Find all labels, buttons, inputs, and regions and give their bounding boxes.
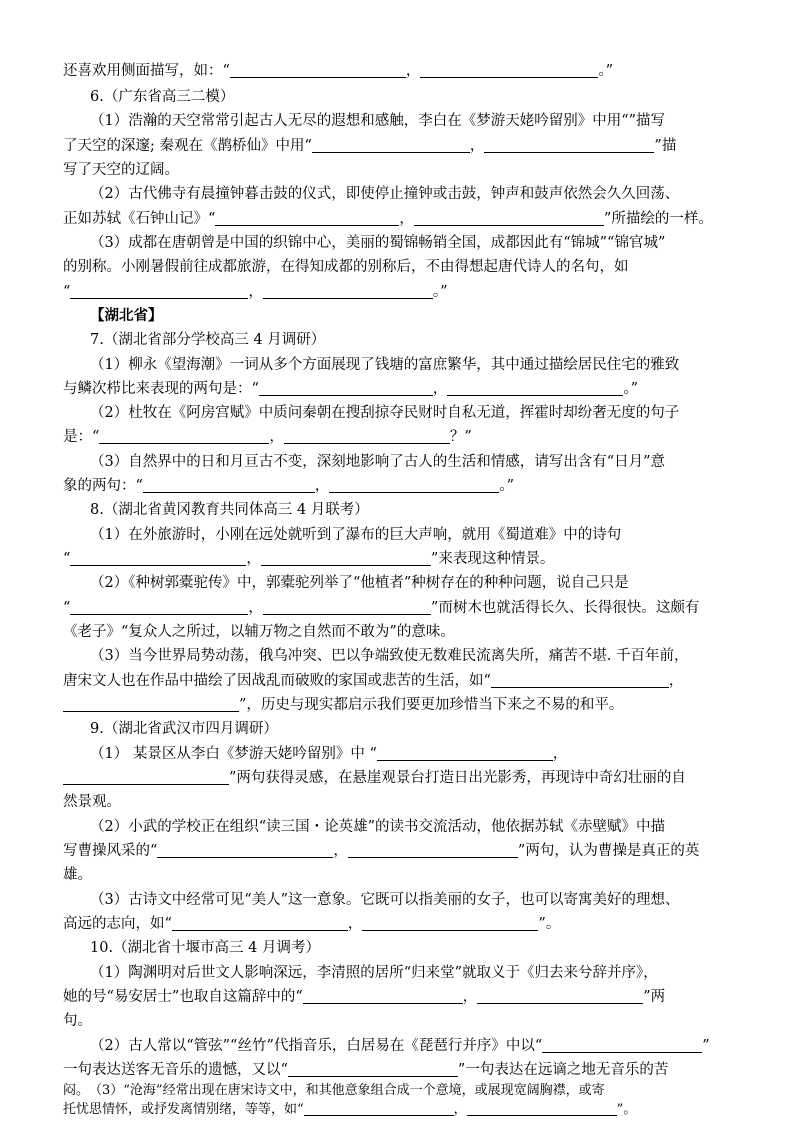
text-line: 的别称。小刚暑假前往成都旅游，在得知成都的别称后，不由得想起唐代诗人的名句，如 [63,259,629,275]
text-line: （2）古代佛寺有晨撞钟暮击鼓的仪式，即使停止撞钟或击鼓，钟声和鼓声依然会久久回荡、 [90,186,680,202]
text-line: 正如苏轼《石钟山记》“ ， ”所描绘的一样。 [63,206,713,232]
text-line: “ ， 。” [63,279,448,305]
answer-blank[interactable] [230,59,406,78]
answer-blank[interactable] [263,280,433,299]
text-line: （2）《种树郭橐驼传》中，郭橐驼列举了“他植者”种树存在的种种问题，说自己只是 [90,575,629,591]
text-line: （1） 某景区从李白《梦游天姥吟留别》中 “ ， [90,741,567,767]
question-heading: 7.（湖北省部分学校高三 4 月调研） [90,332,326,348]
answer-blank[interactable] [312,134,470,153]
text-line: 然景观。 [63,794,121,810]
answer-blank[interactable] [491,669,669,688]
text-line-part: ”。 [616,1102,637,1117]
text-line-part: 托忧思情怀，或抒发离情别绪，等等，如“ [63,1102,304,1117]
text-line [63,1100,636,1120]
text-line: 一句表达送客无音乐的遗憾，又以“ ”一句表达在远谪之地无音乐的苦 [63,1057,668,1083]
text-line: （1）在外旅游时，小刚在远处就听到了瀑布的巨大声响，就用《蜀道难》中的诗句 [90,527,622,543]
text-line: （2）小武的学校正在组织“读三国・论英雄”的读书交流活动，他依据苏轼《赤壁赋》中描 [90,819,666,835]
answer-blank[interactable] [467,1101,617,1116]
question-heading: 6.（广东省高三二模） [90,89,235,105]
answer-blank[interactable] [477,985,643,1004]
text-line: （2）杜牧在《阿房宫赋》中质问秦朝在搜刮掠夺民财时自私无道，挥霍时却纷奢无度的句子 [90,405,680,421]
question-heading: 10.（湖北省十堰市高三 4 月调考） [90,940,321,956]
text-line: （3）当今世界局势动荡，俄乌冲突、巴以争端致使无数难民流离失所，痛苦不堪. 千百年前， [90,648,689,664]
answer-blank[interactable] [70,547,246,566]
text-line: （1）陶渊明对后世文人影响深远，李清照的居所“归来堂”就取义于《归去来兮辞并序》， [90,965,658,981]
answer-blank[interactable] [63,693,239,712]
text-line: （1）柳永《望海潮》一词从多个方面展现了钱塘的富庶繁华，其中通过描绘居民住宅的雅致 [90,357,680,373]
text-line: 高远的志向，如“ ， ”。 [63,911,560,937]
text-line: （3）自然界中的日和月亘古不变，深刻地影响了古人的生活和情感，请写出含有“日月”意 [90,454,666,470]
text-line: 雄。 [63,867,92,883]
text-line: 了天空的深邃; 秦观在《鹊桥仙》中用“ ， ”描 [63,133,676,159]
text-line: 句。 [63,1013,92,1029]
answer-blank[interactable] [143,474,315,493]
text-line [63,1081,605,1101]
answer-blank[interactable] [304,1101,454,1116]
question-heading: 9.（湖北省武汉市四月调研） [90,721,278,737]
text-line: “ ， ”来表现这种情景。 [63,546,554,572]
text-line: ”，历史与现实都启示我们要更加珍惜当下来之不易的和平。 [63,692,623,718]
answer-blank[interactable] [414,207,604,226]
answer-blank[interactable] [259,377,433,396]
answer-blank[interactable] [447,377,623,396]
text-line: 《老子》“复众人之所过，以辅万物之自然而不敢为”的意味。 [63,624,455,640]
answer-blank[interactable] [284,425,450,444]
text-line: ”两句获得灵感，在悬崖观景台打造日出光影秀，再现诗中奇幻壮丽的自 [63,765,686,791]
answer-blank[interactable] [362,912,538,931]
text-line: 写曹操风采的“ ， ”两句，认为曹操是真正的英 [63,838,699,864]
question-heading: 8.（湖北省黄冈教育共同体高三 4 月联考） [90,502,369,518]
text-line: （3）成都在唐朝曾是中国的织锦中心，美丽的蜀锦畅销全国，成都因此有“锦城”“锦官城” [90,235,666,251]
text-line: 写了天空的辽阔。 [63,162,179,178]
answer-blank[interactable] [99,425,269,444]
text-line: （3）古诗文中经常可见“美人”这一意象。它既可以指美丽的女子，也可以寄寓美好的理想、 [90,892,680,908]
section-heading: 【湖北省】 [90,308,163,324]
answer-blank[interactable] [420,59,598,78]
text-line: （1）浩瀚的天空常常引起古人无尽的遐想和感触，李白在《梦游天姥吟留别》中用“”描写 [90,113,666,129]
answer-blank[interactable] [63,766,229,785]
answer-blank[interactable] [215,207,399,226]
text-line: （2）古人常以“管弦”“丝竹”代指音乐，白居易在《琵琶行并序》中以“ ” [90,1033,710,1059]
text-line: 与鳞次栉比来表现的两句是：“ ， 。” [63,376,638,402]
answer-blank[interactable] [303,985,463,1004]
answer-blank[interactable] [288,1058,458,1077]
text-line: 唐宋文人也在作品中描绘了因战乱而破败的家国或悲苦的生活，如“ ， [63,668,683,694]
answer-blank[interactable] [157,839,333,858]
answer-blank[interactable] [377,742,553,761]
answer-blank[interactable] [172,912,348,931]
answer-blank[interactable] [329,474,499,493]
answer-blank[interactable] [542,1034,702,1053]
text-line: 象的两句：“ ， 。” [63,473,514,499]
answer-blank[interactable] [70,596,248,615]
answer-blank[interactable] [261,547,431,566]
answer-blank[interactable] [484,134,654,153]
answer-blank[interactable] [348,839,518,858]
text-line: 是：“ ， ？” [63,424,472,450]
text-line: “ ， ”而树木也就活得长久、长得很快。这颇有 [63,595,699,621]
answer-blank[interactable] [70,280,248,299]
text-line-part: ， [453,1102,467,1117]
text-line-part: 闷。 （3）“沧海”经常出现在唐宋诗文中，和其他意象组合成一个意境，或展现宽阔胸襟，或寄 [63,1083,605,1098]
text-line: 还喜欢用侧面描写，如：“ ， 。” [63,58,613,84]
answer-blank[interactable] [263,596,431,615]
text-line: 她的号“易安居士”也取自这篇辞中的“ ， ”两 [63,984,665,1010]
